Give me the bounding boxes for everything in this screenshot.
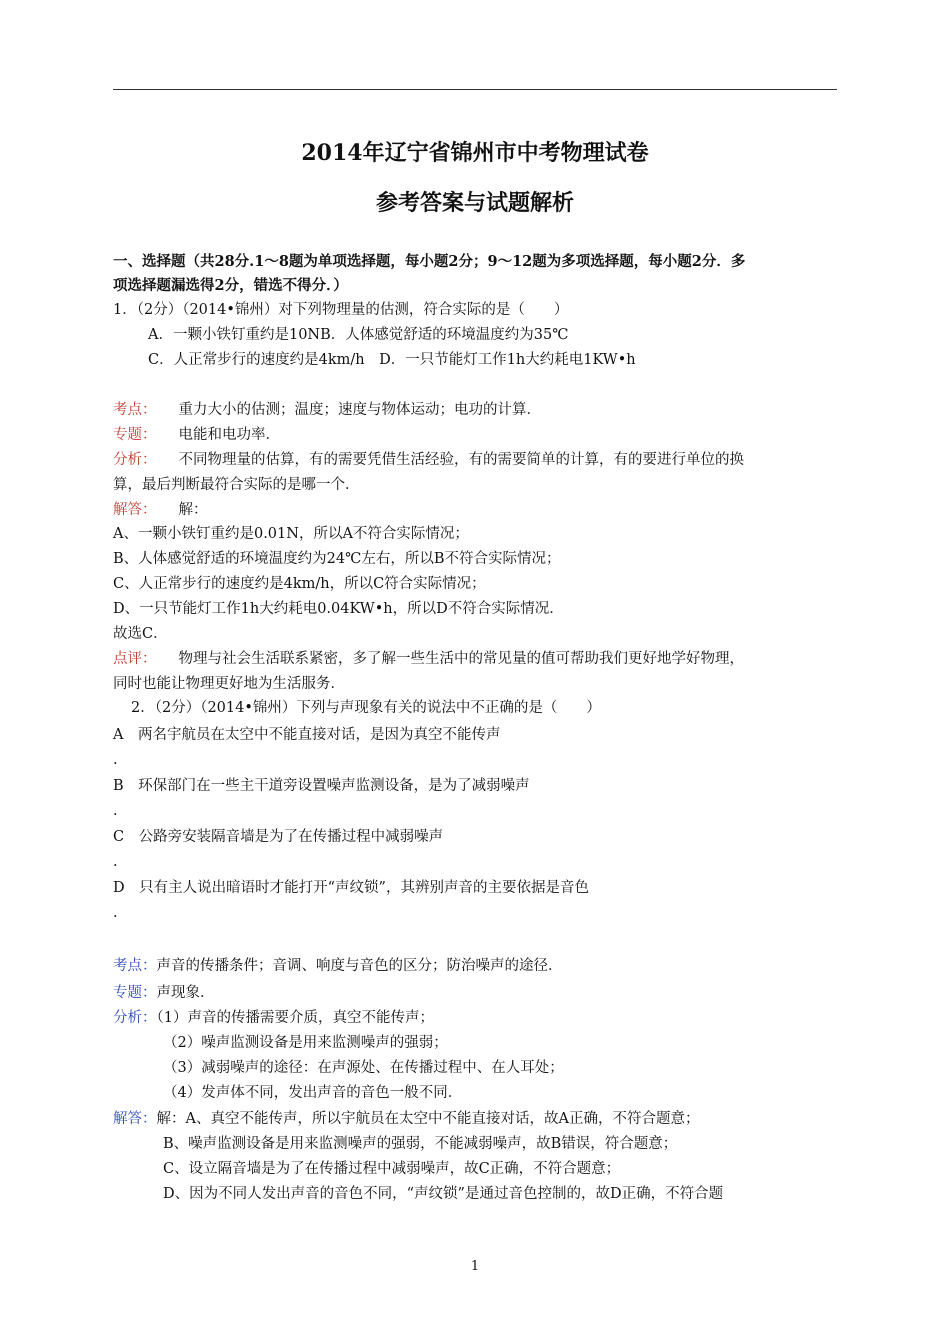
q2-stem: 2．（2分）（2014•锦州）下列与声现象有关的说法中不正确的是（ ） xyxy=(131,700,601,716)
q2-option-b-dot: . xyxy=(113,803,118,819)
dianping-label: 点评： xyxy=(113,651,157,667)
fenxi-text-1: （1）声音的传播需要介质，真空不能传声； xyxy=(156,1010,434,1026)
jieda-label: 解答： xyxy=(113,1111,157,1127)
q2-kaodian xyxy=(113,956,563,976)
q1-options-cd: C．人正常步行的速度约是4km/h D．一只节能灯工作1h大约耗电1KW•h xyxy=(148,352,636,368)
jieda-text: 解： xyxy=(178,502,208,518)
q1-conclusion: 故选C． xyxy=(113,626,168,642)
q2-jieda-d: D、因为不同人发出声音的音色不同，“声纹锁”是通过音色控制的，故D正确，不符合题 xyxy=(163,1186,724,1202)
q2-fenxi-line4: （4）发声体不同，发出声音的音色一般不同． xyxy=(163,1085,463,1101)
dianping-text-1: 物理与社会生活联系紧密，多了解一些生活中的常见量的值可帮助我们更好地学好物理， xyxy=(178,651,744,667)
section-heading-line2: 项选择题漏选得2分，错选不得分．） xyxy=(113,277,348,294)
q1-fenxi-line1 xyxy=(113,450,744,470)
q2-fenxi-line2: （2）噪声监测设备是用来监测噪声的强弱； xyxy=(163,1035,448,1051)
q1-dianping-line1 xyxy=(113,649,744,669)
section-heading-line1: 一、选择题（共28分.1～8题为单项选择题，每小题2分；9～12题为多项选择题，每小题2分．多 xyxy=(113,253,746,270)
q2-option-d: D 只有主人说出暗语时才能打开“声纹锁”，其辨别声音的主要依据是音色 xyxy=(113,880,589,896)
q2-option-c-dot: . xyxy=(113,854,118,870)
jieda-text-a: 解：A、真空不能传声，所以宇航员在太空中不能直接对话，故A正确，不符合题意； xyxy=(156,1111,700,1127)
page-number: 1 xyxy=(470,1259,480,1274)
kaodian-text: 声音的传播条件；音调、响度与音色的区分；防治噪声的途径． xyxy=(156,958,563,974)
q2-fenxi-line1 xyxy=(113,1008,434,1028)
q1-jieda xyxy=(113,500,208,520)
q2-jieda-c: C、设立隔音墙是为了在传播过程中减弱噪声，故C正确，不符合题意； xyxy=(163,1161,621,1177)
q1-options-ab: A．一颗小铁钉重约是10NB．人体感觉舒适的环境温度约为35℃ xyxy=(148,327,569,343)
q1-fenxi-line2: 算，最后判断最符合实际的是哪一个． xyxy=(113,477,360,493)
q2-option-a: A 两名宇航员在太空中不能直接对话，是因为真空不能传声 xyxy=(113,727,501,743)
q2-option-a-dot: . xyxy=(113,752,118,768)
kaodian-text: 重力大小的估测；温度；速度与物体运动；电功的计算． xyxy=(178,402,541,418)
q2-fenxi-line3: （3）减弱噪声的途径：在声源处、在传播过程中、在人耳处； xyxy=(163,1060,564,1076)
q1-answer-c: C、人正常步行的速度约是4km/h，所以C符合实际情况； xyxy=(113,576,486,592)
q2-option-b: B 环保部门在一些主干道旁设置噪声监测设备，是为了减弱噪声 xyxy=(113,778,530,794)
page-title: 2014年辽宁省锦州市中考物理试卷 xyxy=(301,140,649,166)
q1-zhuanti xyxy=(113,425,280,445)
q1-answer-d: D、一只节能灯工作1h大约耗电0.04KW•h，所以D不符合实际情况． xyxy=(113,601,564,617)
q2-zhuanti xyxy=(113,983,215,1003)
q1-dianping-line2: 同时也能让物理更好地为生活服务． xyxy=(113,676,345,692)
fenxi-text-1: 不同物理量的估算，有的需要凭借生活经验，有的需要简单的计算，有的要进行单位的换 xyxy=(178,452,744,468)
kaodian-label: 考点： xyxy=(113,402,157,418)
zhuanti-label: 专题： xyxy=(113,985,157,1001)
zhuanti-text: 电能和电功率． xyxy=(178,427,280,443)
kaodian-label: 考点： xyxy=(113,958,157,974)
fenxi-label: 分析： xyxy=(113,452,157,468)
page-subtitle: 参考答案与试题解析 xyxy=(375,190,574,216)
fenxi-label: 分析： xyxy=(113,1010,157,1026)
header-rule xyxy=(113,89,837,90)
q2-jieda-b: B、噪声监测设备是用来监测噪声的强弱，不能减弱噪声，故B错误，符合题意； xyxy=(163,1136,678,1152)
zhuanti-label: 专题： xyxy=(113,427,157,443)
q1-answer-b: B、人体感觉舒适的环境温度约为24℃左右，所以B不符合实际情况； xyxy=(113,551,561,567)
jieda-label: 解答： xyxy=(113,502,157,518)
q1-stem: 1．（2分）（2014•锦州）对下列物理量的估测，符合实际的是（ ） xyxy=(113,302,569,318)
q2-option-c: C 公路旁安装隔音墙是为了在传播过程中减弱噪声 xyxy=(113,829,444,845)
q1-answer-a: A、一颗小铁钉重约是0.01N，所以A不符合实际情况； xyxy=(113,526,469,542)
q2-jieda-a xyxy=(113,1109,699,1129)
zhuanti-text: 声现象． xyxy=(156,985,215,1001)
q1-kaodian xyxy=(113,400,541,420)
q2-option-d-dot: . xyxy=(113,905,118,921)
